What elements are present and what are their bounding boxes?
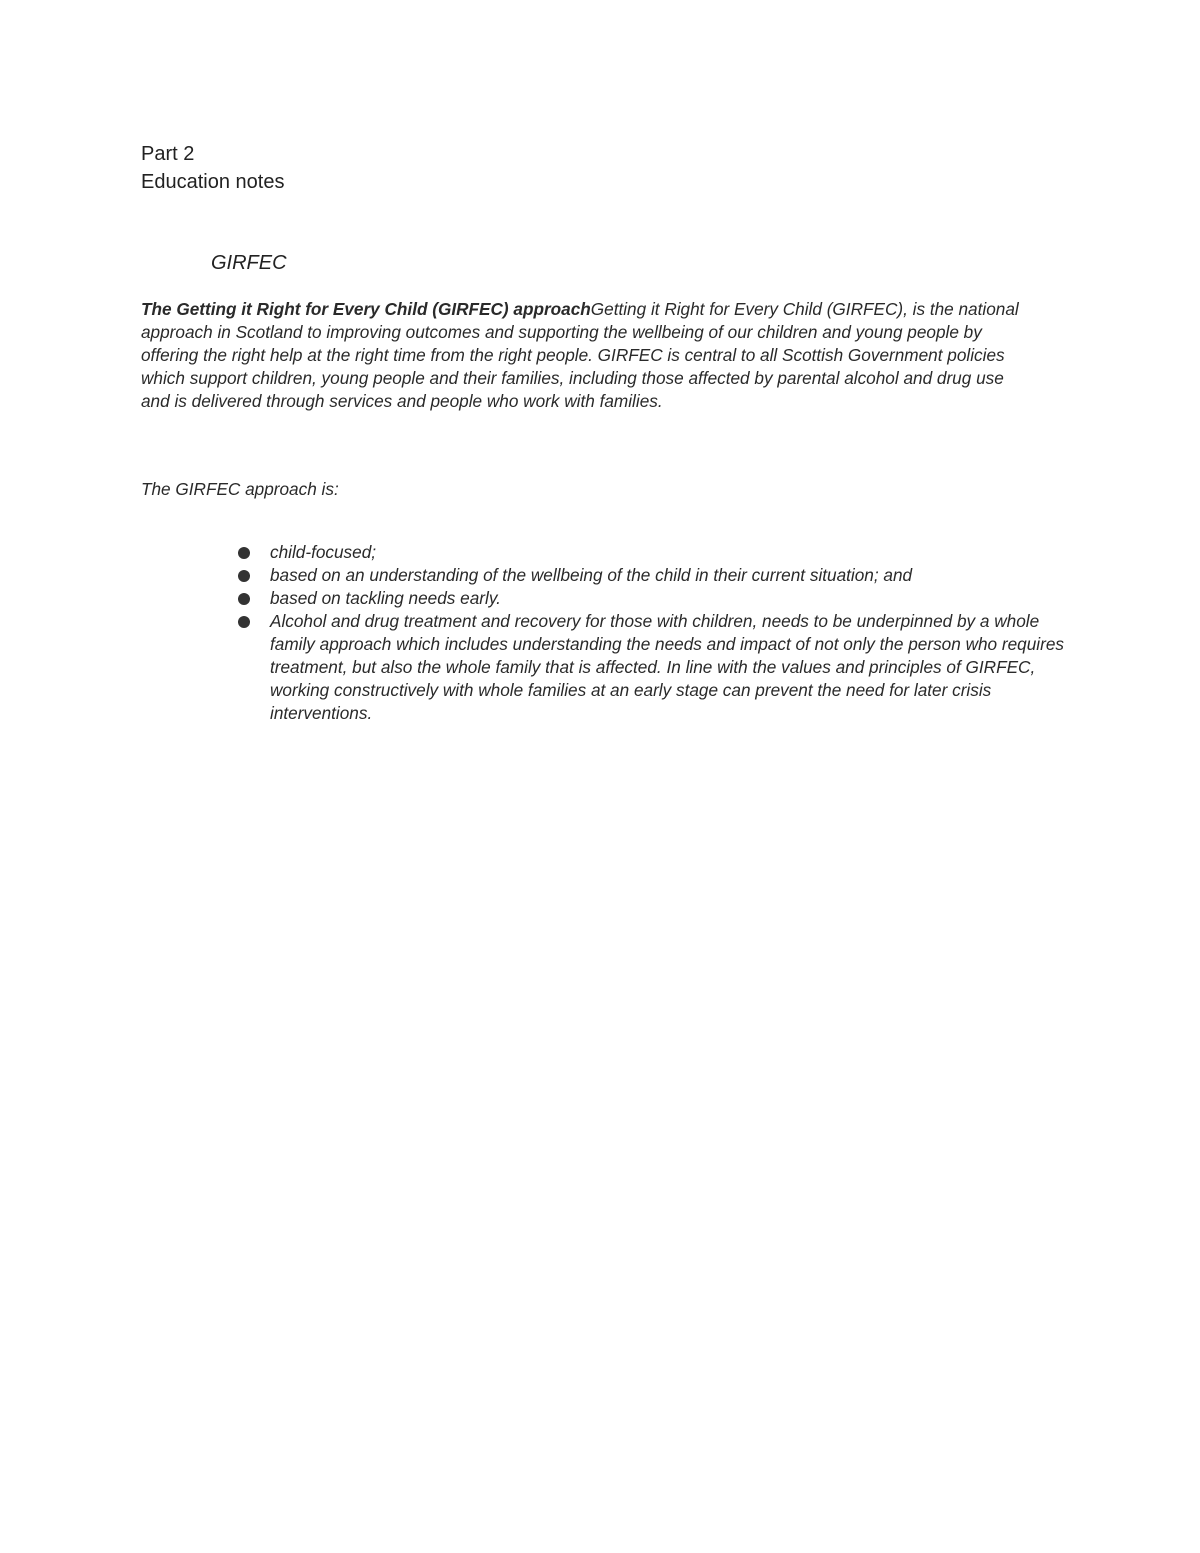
list-item-text: Alcohol and drug treatment and recovery for those with children, needs to be underpinned by a whole family approach which includes understanding the needs and impact of not only the person who requires treatment, but also the whole family that is affected. In line with the values and principles of GIRFEC, working constructively with whole families at an early stage can prevent the need for later crisis interventions.: [270, 611, 1064, 723]
document-subtitle: Education notes: [141, 171, 285, 193]
part-title: Part 2: [141, 143, 195, 165]
intro-paragraph: [141, 298, 1031, 413]
bullet-icon: [238, 547, 250, 559]
intro-lead: The Getting it Right for Every Child (GIRFEC) approach: [141, 299, 591, 319]
section-heading: GIRFEC: [211, 252, 287, 274]
bullet-icon: [238, 593, 250, 605]
list-item: [236, 564, 1066, 587]
bullet-list: [236, 541, 1066, 725]
approach-label: The GIRFEC approach is:: [141, 479, 339, 499]
list-item-text: based on tackling needs early.: [270, 588, 501, 608]
list-item: [236, 587, 1066, 610]
list-item: [236, 610, 1066, 725]
list-item-text: based on an understanding of the wellbeing of the child in their current situation; and: [270, 565, 913, 585]
list-item: [236, 541, 1066, 564]
bullet-icon: [238, 616, 250, 628]
list-item-text: child-focused;: [270, 542, 377, 562]
intro-body: Getting it Right for Every Child (GIRFEC), is the national approach in Scotland to improving outcomes and supporting the wellbeing of our children and young people by offering the right help at the right time from the right people. GIRFEC is central to all Scottish Government policies which support children, young people and their families, including those affected by parental alcohol and drug use and is delivered through services and people who work with families.: [141, 299, 1019, 411]
bullet-icon: [238, 570, 250, 582]
